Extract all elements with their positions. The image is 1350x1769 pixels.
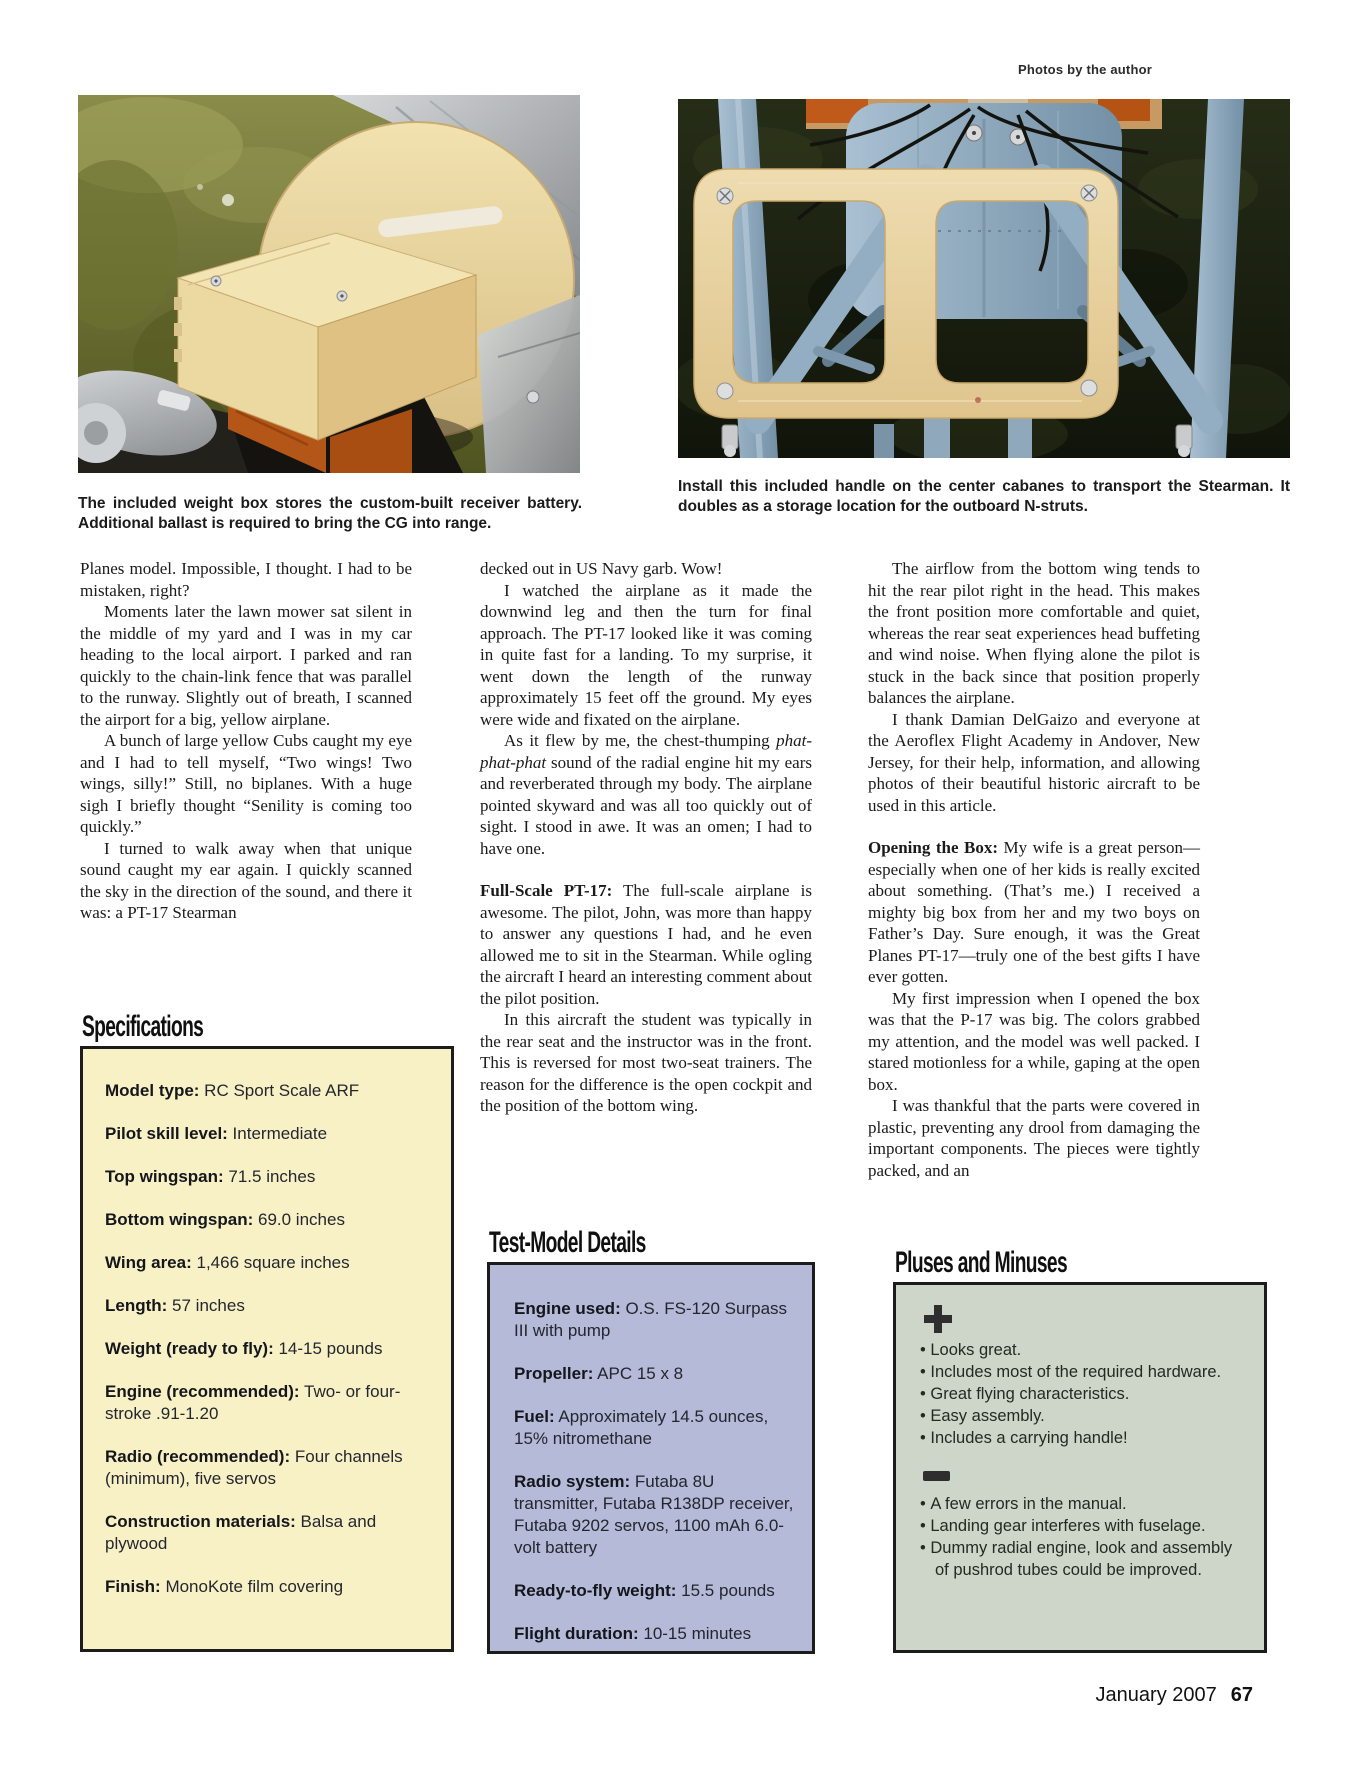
text-segment: sound of the radial engine hit my ears and reverberated through my body. The airplane pointed skyward and was all too quickly out of sight. I stood in awe. It was an omen; I had to have one. — [480, 752, 812, 858]
spec-item-value: Four channels (minimum), five servos — [105, 1447, 403, 1488]
page-number: 67 — [1230, 1684, 1253, 1706]
article-paragraph — [868, 988, 1200, 1096]
spec-item-label: Construction materials: — [105, 1512, 296, 1531]
spec-item — [105, 1511, 435, 1555]
article-paragraph — [480, 1009, 812, 1117]
article-paragraph — [80, 838, 412, 924]
list-item: • Landing gear interferes with fuselage. — [920, 1515, 1244, 1537]
spec-item-value: RC Sport Scale ARF — [199, 1081, 360, 1100]
list-item: • Dummy radial engine, look and assembly of pushrod tubes could be improved. — [920, 1537, 1244, 1581]
photo-carrying-handle — [678, 99, 1290, 458]
spec-item — [514, 1406, 794, 1450]
spec-item — [514, 1298, 794, 1342]
text-segment: As it flew by me, the chest-thumping — [504, 731, 777, 750]
text-segment: The airflow from the bottom wing tends to hit the rear pilot right in the head. This makes the front position more comfortable and quiet, whereas the rear seat experiences head buffeting and wind noise. When flying alone the pilot is stuck in the back since that position properly balances the airplane. — [868, 559, 1200, 707]
list-item: • Includes most of the required hardware. — [920, 1361, 1244, 1383]
spec-item-label: Model type: — [105, 1081, 200, 1100]
specifications-box — [80, 1046, 454, 1652]
article-paragraph — [480, 558, 812, 580]
text-segment: Opening the Box: — [868, 838, 999, 857]
text-segment: I turned to walk away when that unique sound caught my ear again. I quickly scanned the sky in the direction of the sound, and there it was: a PT-17 Stearman — [80, 838, 412, 922]
minuses-list — [920, 1493, 1244, 1581]
article-paragraph — [868, 837, 1200, 988]
spec-item-label: Flight duration: — [514, 1624, 639, 1643]
spec-item-value: Two- or four-stroke .91-1.20 — [105, 1382, 401, 1423]
text-segment: I watched the airplane as it made the downwind leg and then the turn for final approach. The PT-17 looked like it was coming in quite fast for a landing. To my surprise, it went down the length of the runway approximately 15 feet off the ground. My eyes were wide and fixated on the airplane. — [480, 580, 812, 729]
text-segment: Planes model. Impossible, I thought. I had to be mistaken, right? — [80, 559, 412, 600]
test-model-details-box — [487, 1262, 815, 1654]
spec-item-value: MonoKote film covering — [160, 1577, 344, 1596]
spec-item — [105, 1252, 435, 1274]
spec-item-label: Finish: — [105, 1577, 161, 1596]
article-paragraph — [80, 730, 412, 838]
text-segment: My wife is a great person—especially when one of her kids is really excited about something. (That’s me.) I received a mighty big box from her and my two boys on Father’s Day. Sure enough, it was the Great Planes PT-17—truly one of the best gifts I have ever gotten. — [868, 838, 1200, 986]
article-column-3 — [868, 558, 1200, 1181]
list-item: • A few errors in the manual. — [920, 1493, 1244, 1515]
spec-item-label: Engine used: — [514, 1299, 621, 1318]
spec-item-value: 14-15 pounds — [273, 1339, 383, 1358]
spec-item-label: Propeller: — [514, 1364, 594, 1383]
spec-item — [105, 1295, 435, 1317]
spec-item-value: Intermediate — [227, 1124, 328, 1143]
spec-item-value: O.S. FS-120 Surpass III with pump — [514, 1299, 788, 1340]
list-item: • Great flying characteristics. — [920, 1383, 1244, 1405]
text-segment: Moments later the lawn mower sat silent in the middle of my yard and I was in my car heading to the local airport. I parked and ran quickly to the chain-link fence that was parallel to the runway. Slightly out of breath, I scanned the airport for a big, yellow airplane. — [80, 602, 412, 729]
page-footer — [1096, 1684, 1253, 1707]
spec-item-value: 10-15 minutes — [638, 1624, 752, 1643]
spec-item — [105, 1166, 435, 1188]
spec-item — [105, 1123, 435, 1145]
spec-item — [105, 1381, 435, 1425]
list-item: • Includes a carrying handle! — [920, 1427, 1244, 1449]
spec-item-label: Pilot skill level: — [105, 1124, 228, 1143]
article-paragraph — [480, 880, 812, 1009]
spec-item-value: Approximately 14.5 ounces, 15% nitromethane — [514, 1407, 769, 1448]
article-paragraph — [80, 558, 412, 601]
spec-item — [105, 1446, 435, 1490]
photo-credit: Photos by the author — [1018, 62, 1152, 77]
spec-item-value: Balsa and plywood — [105, 1512, 377, 1553]
article-column-2 — [480, 558, 812, 1117]
spec-item-label: Weight (ready to fly): — [105, 1339, 274, 1358]
spec-item — [514, 1363, 794, 1385]
spec-item-label: Length: — [105, 1296, 168, 1315]
article-paragraph — [868, 709, 1200, 817]
article-paragraph — [868, 558, 1200, 709]
spec-item — [514, 1471, 794, 1559]
spec-item-value: APC 15 x 8 — [593, 1364, 684, 1383]
spec-item — [105, 1209, 435, 1231]
text-segment: I thank Damian DelGaizo and everyone at the Aeroflex Flight Academy in Andover, New Jersey, for their help, information, and allowing photos of their beautiful historic aircraft to be used in this article. — [868, 709, 1200, 815]
spec-item — [514, 1623, 794, 1645]
spec-item-value: 15.5 pounds — [676, 1581, 775, 1600]
spec-item-label: Ready-to-fly weight: — [514, 1581, 677, 1600]
test-model-details-heading: Test-Model Details — [489, 1226, 646, 1259]
caption-carrying-handle: Install this included handle on the center cabanes to transport the Stearman. It doubles as a storage location for the outboard N-struts. — [678, 478, 1290, 515]
spec-item-label: Bottom wingspan: — [105, 1210, 254, 1229]
article-paragraph — [868, 1095, 1200, 1181]
spec-item-label: Wing area: — [105, 1253, 192, 1272]
caption-weight-box: The included weight box stores the custom-built receiver battery. Additional ballast is required to bring the CG into range. — [78, 495, 582, 532]
specifications-heading: Specifications — [82, 1010, 204, 1043]
spec-item-value: Futaba 8U transmitter, Futaba R138DP receiver, Futaba 9202 servos, 1100 mAh 6.0-volt battery — [514, 1472, 794, 1557]
text-segment: My first impression when I opened the box was that the P-17 was big. The colors grabbed my attention, and the model was well packed. I stared motionless for a while, gaping at the open box. — [868, 988, 1200, 1094]
article-paragraph — [80, 601, 412, 730]
carrying-handle-photo-illustration — [678, 99, 1290, 458]
spec-item-label: Radio system: — [514, 1472, 631, 1491]
pluses-minuses-heading: Pluses and Minuses — [895, 1246, 1068, 1279]
article-paragraph — [480, 580, 812, 731]
spec-item — [105, 1576, 435, 1598]
spec-item-value: 1,466 square inches — [191, 1253, 350, 1272]
text-segment: I was thankful that the parts were covered in plastic, preventing any drool from damaging the important components. The pieces were tightly packed, and an — [868, 1096, 1200, 1180]
minus-icon — [922, 1469, 1244, 1489]
article-paragraph — [480, 730, 812, 859]
weight-box-photo-illustration — [78, 95, 580, 473]
text-segment: Full-Scale PT-17: — [480, 881, 613, 900]
spec-item-value: 69.0 inches — [253, 1210, 345, 1229]
text-segment: decked out in US Navy garb. Wow! — [480, 559, 723, 578]
issue-date: January 2007 — [1095, 1684, 1217, 1706]
spec-item — [514, 1580, 794, 1602]
pluses-minuses-box — [893, 1282, 1267, 1653]
list-item: • Looks great. — [920, 1339, 1244, 1361]
spec-item-value: 71.5 inches — [223, 1167, 316, 1186]
spec-item — [105, 1080, 435, 1102]
spec-item-label: Radio (recommended): — [105, 1447, 291, 1466]
spec-item-label: Fuel: — [514, 1407, 555, 1426]
photo-weight-box — [78, 95, 580, 473]
spec-item-value: 57 inches — [167, 1296, 245, 1315]
pluses-list — [920, 1339, 1244, 1449]
spec-item-label: Engine (recommended): — [105, 1382, 300, 1401]
text-segment: A bunch of large yellow Cubs caught my eye and I had to tell myself, “Two wings! Two wings, silly!” Still, no biplanes. With a huge sigh I briefly thought “Senility is coming too quickly.” — [80, 731, 412, 836]
text-segment: phat-phat-phat — [480, 731, 812, 772]
plus-icon — [922, 1303, 1244, 1335]
list-item: • Easy assembly. — [920, 1405, 1244, 1427]
spec-item — [105, 1338, 435, 1360]
spec-item-label: Top wingspan: — [105, 1167, 224, 1186]
article-column-1 — [80, 558, 412, 924]
text-segment: In this aircraft the student was typically in the rear seat and the instructor was in the front. This is reversed for most two-seat trainers. The reason for the difference is the open cockpit and the position of the bottom wing. — [480, 1010, 812, 1115]
text-segment: The full-scale airplane is awesome. The pilot, John, was more than happy to answer any questions I had, and he even allowed me to sit in the Stearman. While ogling the aircraft I heard an interesting comment about the pilot position. — [480, 881, 813, 1008]
